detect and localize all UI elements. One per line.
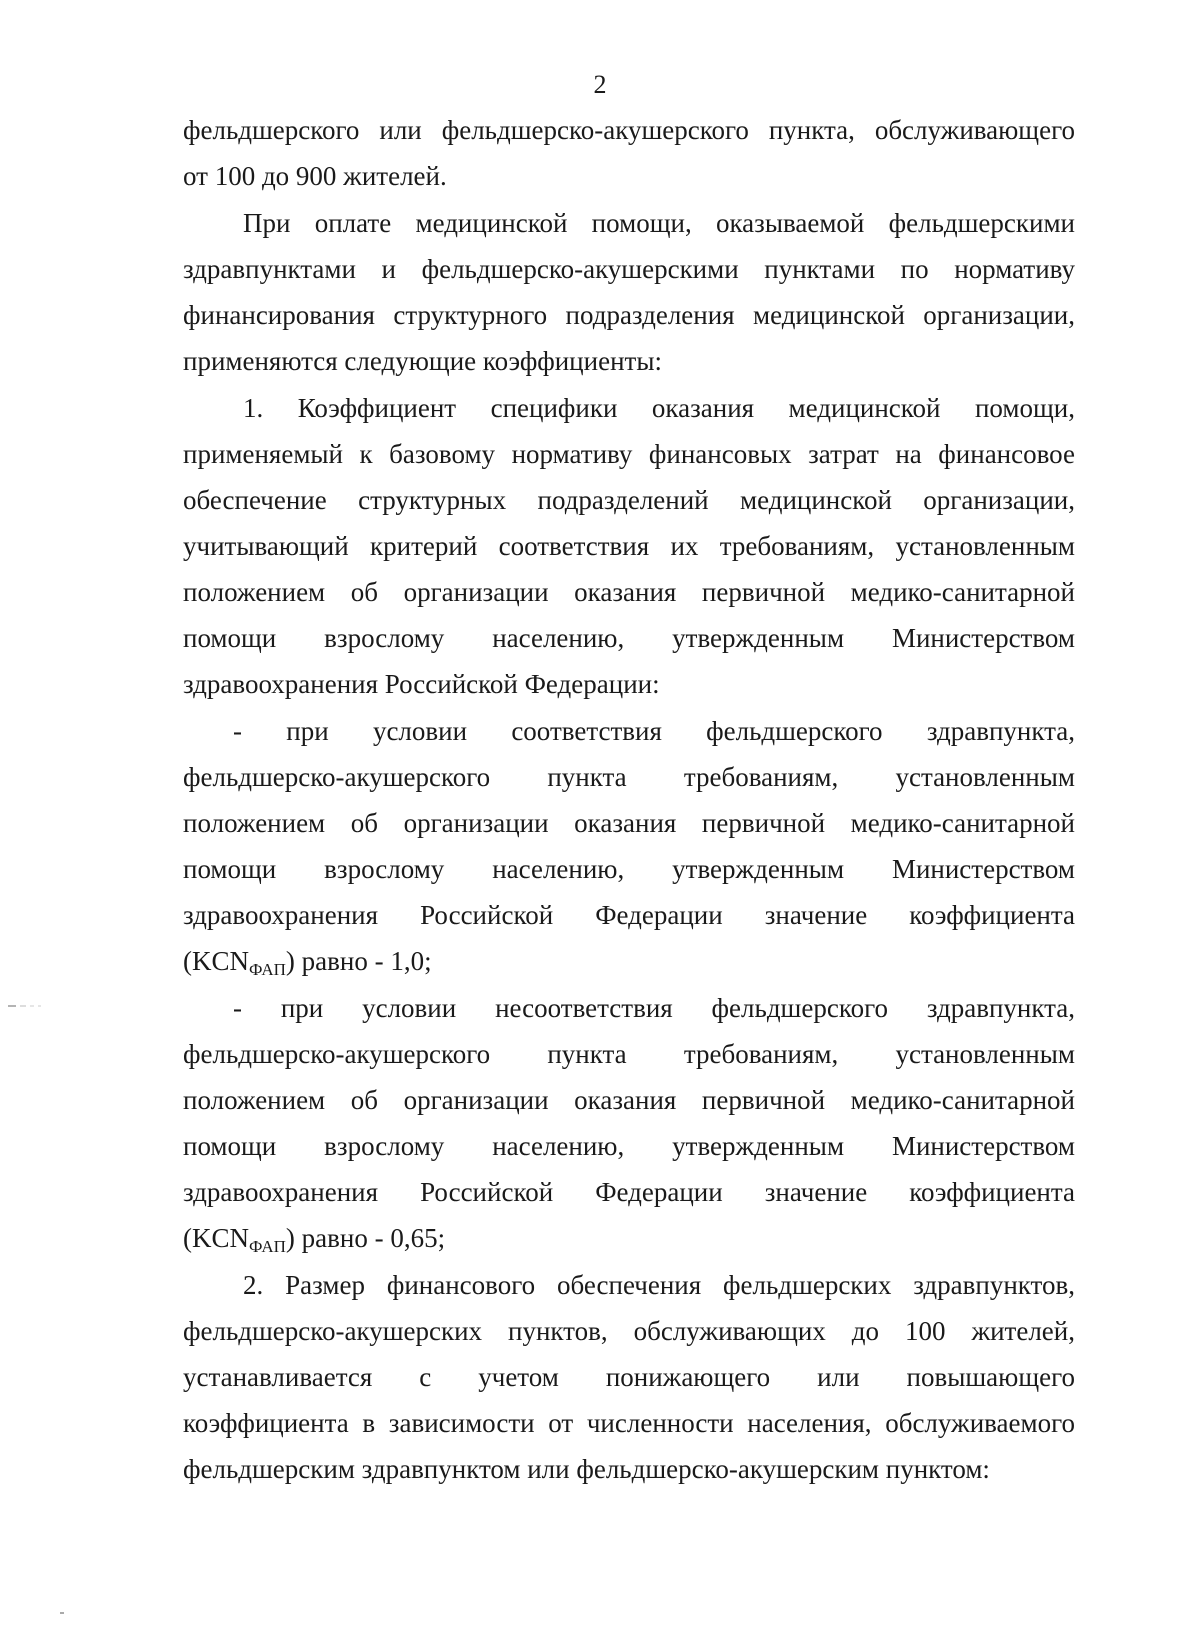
formula-open: (KCN: [183, 1223, 249, 1253]
formula-close: ) равно - 1,0;: [285, 946, 432, 976]
formula-line-1: [183, 943, 1075, 983]
formula-open: (KCN: [183, 946, 249, 976]
formula-subscript: ФАП: [249, 960, 286, 979]
formula-close: ) равно - 0,65;: [285, 1223, 446, 1253]
text-line: здравпунктами и фельдшерско-акушерскими пунктами по нормативу: [183, 254, 1075, 284]
scan-artifact: [8, 1004, 48, 1008]
text-line: фельдшерско-акушерского пункта требованиям, установленным: [183, 762, 1075, 792]
text-line: помощи взрослому населению, утвержденным Министерством: [183, 1131, 1075, 1161]
text-line: финансирования структурного подразделения медицинской организации,: [183, 300, 1075, 330]
text-line: положением об организации оказания первичной медико-санитарной: [183, 808, 1075, 838]
text-line: - при условии несоответствия фельдшерского здравпункта,: [233, 993, 1075, 1023]
text-line: от 100 до 900 жителей.: [183, 161, 447, 191]
formula-subscript: ФАП: [249, 1237, 286, 1256]
scan-artifact: [60, 1611, 65, 1615]
text-line: положением об организации оказания первичной медико-санитарной: [183, 1085, 1075, 1115]
formula-line-2: [183, 1220, 1075, 1260]
text-line: фельдшерско-акушерского пункта требованиям, установленным: [183, 1039, 1075, 1069]
text-line: положением об организации оказания первичной медико-санитарной: [183, 577, 1075, 607]
text-line: здравоохранения Российской Федерации:: [183, 669, 660, 699]
text-line: При оплате медицинской помощи, оказываемой фельдшерскими: [243, 208, 1075, 238]
text-line: фельдшерским здравпунктом или фельдшерско-акушерским пунктом:: [183, 1454, 990, 1484]
text-line: фельдшерского или фельдшерско-акушерского пункта, обслуживающего: [183, 115, 1075, 145]
text-line: обеспечение структурных подразделений медицинской организации,: [183, 485, 1075, 515]
text-line: здравоохранения Российской Федерации значение коэффициента: [183, 900, 1075, 930]
text-line: применяются следующие коэффициенты:: [183, 346, 662, 376]
text-line: устанавливается с учетом понижающего или повышающего: [183, 1362, 1075, 1392]
text-line: - при условии соответствия фельдшерского здравпункта,: [233, 716, 1075, 746]
text-line: учитывающий критерий соответствия их требованиям, установленным: [183, 531, 1075, 561]
text-line: помощи взрослому населению, утвержденным Министерством: [183, 623, 1075, 653]
text-line: коэффициента в зависимости от численности населения, обслуживаемого: [183, 1408, 1075, 1438]
text-line: 1. Коэффициент специфики оказания медицинской помощи,: [243, 393, 1075, 423]
page-number: 2: [593, 70, 607, 99]
text-line: 2. Размер финансового обеспечения фельдшерских здравпунктов,: [243, 1270, 1075, 1300]
text-line: здравоохранения Российской Федерации значение коэффициента: [183, 1177, 1075, 1207]
text-line: применяемый к базовому нормативу финансовых затрат на финансовое: [183, 439, 1075, 469]
text-line: фельдшерско-акушерских пунктов, обслуживающих до 100 жителей,: [183, 1316, 1075, 1346]
text-line: помощи взрослому населению, утвержденным Министерством: [183, 854, 1075, 884]
